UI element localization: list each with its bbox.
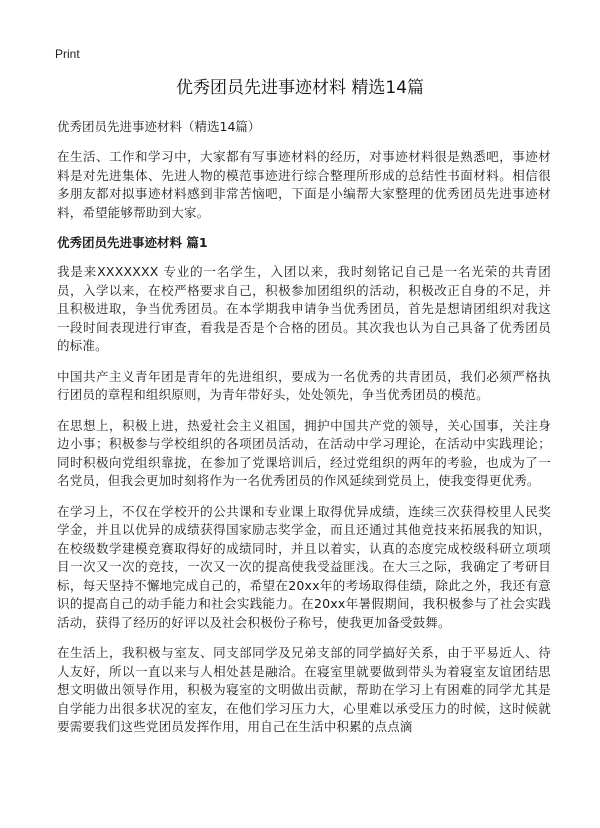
body-paragraph: 在学习上，不仅在学校开的公共课和专业课上取得优异成绩，连续三次获得校里人民奖学金，并且以优异的成绩获得国家励志奖学金，而且还通过其他竞技来拓展我的知识，在校级数学建模竞赛取得好的成绩同时，并且以着实，认真的态度完成校级科研立项项目一次又一次的竞技，一次又一次的提高使我受益匪浅。在大三之际，我确定了考研目标，每天坚持不懈地完成自己的，希望在20xx年的考场取得佳绩，除此之外，我还有意识的提高自己的动手能力和社会实践能力。在20xx年暑假期间，我积极参与了社会实践活动，获得了经历的好评以及社会积极份子称号，使我更加备受鼓舞。 <box>57 503 551 630</box>
body-paragraph: 我是来XXXXXXX 专业的一名学生，入团以来，我时刻铭记自己是一名光荣的共青团员，入学以来，在校严格要求自己，积极参加团组织的活动，积极改正自身的不足，并且积极进取，争当优秀团员。在本学期我申请争当优秀团员，首先是想请团组织对我这一段时间表现进行审查，看我是否是个合格的团员。其次我也认为自己具备了优秀团员的标准。 <box>57 264 551 353</box>
document-body <box>57 118 551 749</box>
intro-paragraph: 在生活、工作和学习中，大家都有写事迹材料的经历，对事迹材料很是熟悉吧，事迹材料是对先进集体、先进人物的模范事迹进行综合整理所形成的总结性书面材料。相信很多朋友都对拟事迹材料感到非常苦恼吧，下面是小编帮大家整理的优秀团员先进事迹材料，希望能够帮助到大家。 <box>57 149 551 220</box>
section-heading: 优秀团员先进事迹材料 篇1 <box>57 235 208 250</box>
body-paragraph: 在生活上，我积极与室友、同支部同学及兄弟支部的同学搞好关系，由于平易近人、待人友好，所以一直以来与人相处甚是融洽。在寝室里就要做到带头为着寝室友谊团结思想文明做出领导作用，积极为寝室的文明做出贡献，帮助在学习上有困难的同学尤其是自学能力出很多状况的室友，在他们学习压力大，心里难以承受压力的时候，这时候就要需要我们这些党团员发挥作用，用自己在生活中积累的点点滴 <box>57 645 551 734</box>
body-paragraph: 中国共产主义青年团是青年的先进组织，要成为一名优秀的共青团员，我们必须严格执行团员的章程和组织原则，为青年带好头，处处领先，争当优秀团员的模范。 <box>57 368 551 402</box>
print-link[interactable]: Print <box>55 47 80 61</box>
document-title: 优秀团员先进事迹材料 精选14篇 <box>175 78 425 98</box>
document-subtitle: 优秀团员先进事迹材料（精选14篇） <box>57 119 261 134</box>
body-paragraph: 在思想上，积极上进，热爱社会主义祖国，拥护中国共产党的领导，关心国事，关注身边小事；积极参与学校组织的各项团员活动，在活动中学习理论，在活动中实践理论；同时积极向党组织靠拢，在参加了党课培训后，经过党组织的两年的考验，也成为了一名党员，但我会更加时刻将作为一名优秀团员的作风延续到党员上，使我变得更优秀。 <box>57 417 551 488</box>
